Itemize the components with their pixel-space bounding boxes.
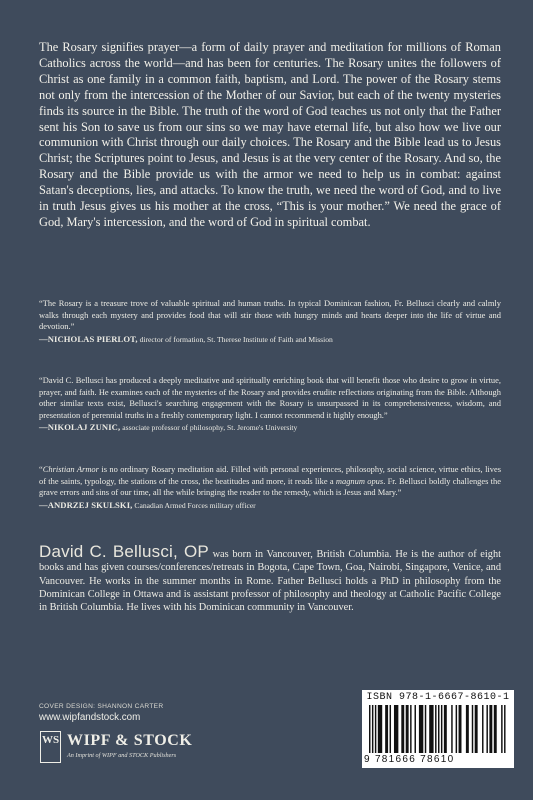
barcode-bar	[482, 705, 483, 753]
isbn-barcode	[362, 690, 514, 768]
isbn-label: ISBN 978-1-6667-8610-1	[366, 692, 510, 703]
book-title: Christian Armor	[42, 464, 99, 474]
barcode-bar	[401, 705, 404, 753]
barcode-bar	[375, 705, 376, 753]
endorsement-text-mid: is no ordinary Rosary meditation aid. Filled with personal experiences, philosophy, social science, virtue ethics, lives of the saints, typology, the stations of the cross, the beatitudes and more, it reads like a	[39, 464, 502, 486]
endorsement-text	[39, 464, 501, 499]
barcode-bar	[459, 705, 462, 753]
barcode-bar	[441, 705, 442, 753]
author-bio	[39, 542, 501, 614]
publisher-logo	[40, 731, 250, 765]
barcode-bar	[444, 705, 447, 753]
endorsement-text: “The Rosary is a treasure trove of valuable spiritual and human truths. In typical Dominican fashion, Fr. Bellusci clearly and calmly walks through each mystery and provides food that will stir those with hungry minds and hearts deeper into the life of virtue and devotion.”	[39, 298, 501, 332]
barcode-digits: 9 781666 78610	[364, 754, 455, 765]
barcode-bar	[501, 705, 502, 753]
endorsement-attribution	[39, 334, 501, 345]
barcode-bar	[472, 705, 473, 753]
barcode-bar	[504, 705, 505, 753]
barcode-bar	[372, 705, 373, 753]
author-name: David C. Bellusci, OP	[39, 542, 209, 561]
barcode-bar	[494, 705, 497, 753]
ws-logo-icon: WS	[40, 731, 61, 763]
barcode-bar	[419, 705, 423, 753]
cover-credit: COVER DESIGN: SHANNON CARTER	[39, 703, 164, 710]
barcode-bar	[390, 705, 391, 753]
endorser-role: associate professor of philosophy, St. Jerome's University	[122, 423, 298, 433]
barcode-bar	[451, 705, 452, 753]
barcode-bar	[406, 705, 409, 753]
barcode-bar	[435, 705, 436, 753]
publisher-tagline: An Imprint of WIPF and STOCK Publishers	[67, 752, 177, 759]
magnum-opus: magnum opus	[335, 475, 384, 486]
barcode-bar	[456, 705, 457, 753]
author-bio-text: was born in Vancouver, British Columbia. He is the author of eight books and has given courses/conferences/retreats in Bogota, Cape Town, Goa, Nairobi, Singapore, Venice, and Vancouver. He works in the summer months in Rome. Father Bellusci holds a PhD in philosophy from the Dominican College in Ottawa and is assistant professor of philosophy and theology at Catholic Pacific College in British Columbia. He lives with his Dominican community in Vancouver.	[39, 549, 501, 614]
endorser-name: —ANDRZEJ SKULSKI,	[39, 499, 133, 510]
endorsement-1	[39, 298, 501, 345]
endorsement-attribution	[39, 422, 501, 433]
barcode-bar	[429, 705, 433, 753]
endorser-role: Canadian Armed Forces military officer	[134, 500, 256, 510]
publisher-website: www.wipfandstock.com	[39, 712, 141, 723]
barcode-bar	[394, 705, 398, 753]
endorser-name: —NICHOLAS PIERLOT,	[39, 333, 138, 344]
endorsement-text-end: . Fr. Bellusci boldly challenges the grave errors and sins of our time, all the while bringing the reader to the remedy, which is Jesus and Mary.”	[39, 475, 501, 498]
barcode-bar	[369, 705, 370, 753]
barcode-bar	[475, 705, 478, 753]
quote-open: “	[39, 464, 43, 474]
barcode-bar	[425, 705, 426, 753]
barcode-bar	[410, 705, 411, 753]
barcode-bar	[466, 705, 469, 753]
barcode-bars-icon	[369, 705, 507, 753]
endorser-role: director of formation, St. Therese Institute of Faith and Mission	[139, 334, 333, 344]
endorsement-3	[39, 464, 501, 511]
endorsement-attribution	[39, 500, 501, 511]
publisher-name: WIPF & STOCK	[67, 732, 193, 749]
barcode-bar	[378, 705, 382, 753]
barcode-bar	[489, 705, 492, 753]
barcode-bar	[415, 705, 416, 753]
endorsement-text: “David C. Bellusci has produced a deeply meditative and spiritually enriching book that will benefit those who desire to grow in virtue, prayer, and faith. He examines each of the mysteries of the Rosary and provides erudite reflections originating from the Bible. Although other similar texts exist, Bellusci's searching engagement with the Rosary is unsurpassed in its comprehensiveness, wisdom, and presentation of perennial truths in a freshly contemporary light. I cannot recommend it highly enough.”	[39, 375, 501, 420]
endorsement-2	[39, 375, 501, 433]
barcode-bar	[438, 705, 439, 753]
barcode-bar	[385, 705, 388, 753]
endorser-name: —NIKOLAJ ZUNIC,	[39, 422, 121, 433]
intro-paragraph: The Rosary signifies prayer—a form of daily prayer and meditation for millions of Roman Catholics across the world—and has been for centuries. The Rosary unites the followers of Christ as one family in a common faith, baptism, and Lord. The power of the Rosary stems not only from the intercession of the Mother of our Savior, but each of the twenty mysteries finds its source in the Bible. The truth of the word of God teaches us not only that the Father sent his Son to save us from our sins so we may have eternal life, but also how we live our communion with Christ through our daily choices. The Rosary and the Bible lead us to Jesus Christ; the Scriptures point to Jesus, and Jesus is at the very center of the Rosary. And so, the Rosary and the Bible provide us with the armor we need to help us in combat: against Satan's deceptions, lies, and attacks. To know the truth, we need the word of God, and to live in truth Jesus gives us his mother at the cross, “This is your mother.” We need the grace of God, Mary's intercession, and the word of God in spiritual combat.	[39, 40, 501, 229]
barcode-bar	[486, 705, 487, 753]
